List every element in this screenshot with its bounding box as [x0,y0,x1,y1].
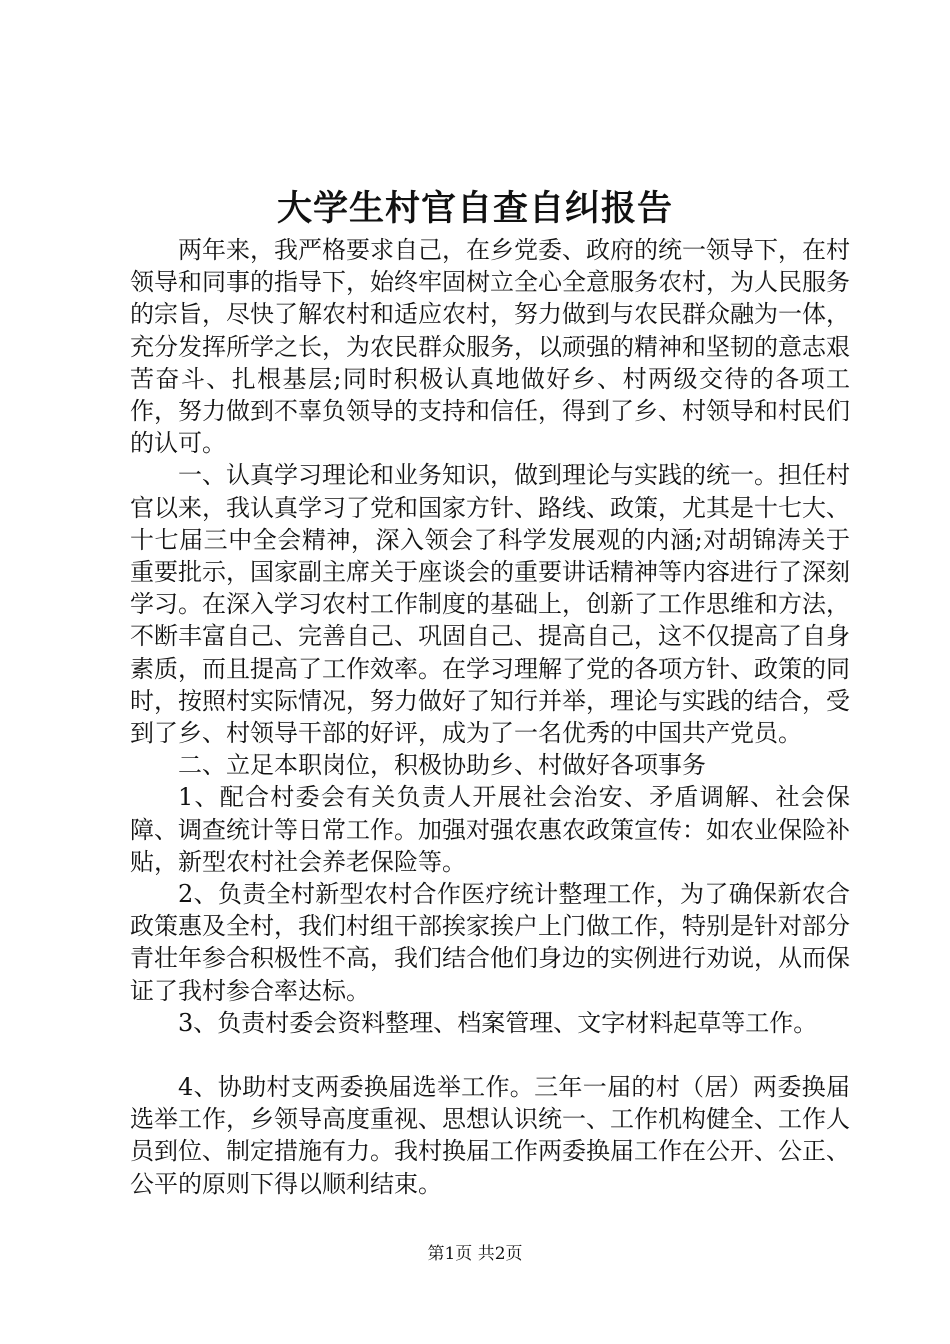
paragraph-section-2-heading: 二、立足本职岗位，积极协助乡、村做好各项事务 [178,751,706,780]
paragraph-item-2: 2、负责全村新型农村合作医疗统计整理工作，为了确保新农合政策惠及全村，我们村组干部挨家挨户上门做工作，特别是针对部分青壮年参合积极性不高，我们结合他们身边的实例进行劝说，从而保证了我村参合率达标。 [130,880,850,1005]
document-title: 大学生村官自查自纠报告 [276,188,673,229]
paragraph-section-1: 一、认真学习理论和业务知识，做到理论与实践的统一。担任村官以来，我认真学习了党和国家方针、路线、政策，尤其是十七大、十七届三中全会精神，深入领会了科学发展观的内涵;对胡锦涛关于重要批示，国家副主席关于座谈会的重要讲话精神等内容进行了深刻学习。在深入学习农村工作制度的基础上，创新了工作思维和方法，不断丰富自己、完善自己、巩固自己、提高自己，这不仅提高了自身素质，而且提高了工作效率。在学习理解了党的各项方针、政策的同时，按照村实际情况，努力做好了知行并举，理论与实践的结合，受到了乡、村领导干部的好评，成为了一名优秀的中国共产党员。 [130,461,850,748]
paragraph-intro: 两年来，我严格要求自己，在乡党委、政府的统一领导下，在村领导和同事的指导下，始终牢固树立全心全意服务农村，为人民服务的宗旨，尽快了解农村和适应农村，努力做到与农民群众融为一体，充分发挥所学之长，为农民群众服务，以顽强的精神和坚韧的意志艰苦奋斗、扎根基层;同时积极认真地做好乡、村两级交待的各项工作，努力做到不辜负领导的支持和信任，得到了乡、村领导和村民们的认可。 [130,236,850,458]
paragraph-item-3: 3、负责村委会资料整理、档案管理、文字材料起草等工作。 [178,1008,818,1037]
page-number-footer: 第1页 共2页 [427,1244,523,1264]
document-body [130,234,850,1200]
paragraph-item-1: 1、配合村委会有关负责人开展社会治安、矛盾调解、社会保障、调查统计等日常工作。加强对强农惠农政策宣传：如农业保险补贴，新型农村社会养老保险等。 [130,783,850,876]
paragraph-item-4: 4、协助村支两委换届选举工作。三年一届的村（居）两委换届选举工作，乡领导高度重视、思想认识统一、工作机构健全、工作人员到位、制定措施有力。我村换届工作两委换届工作在公开、公正、公平的原则下得以顺利结束。 [130,1073,850,1198]
